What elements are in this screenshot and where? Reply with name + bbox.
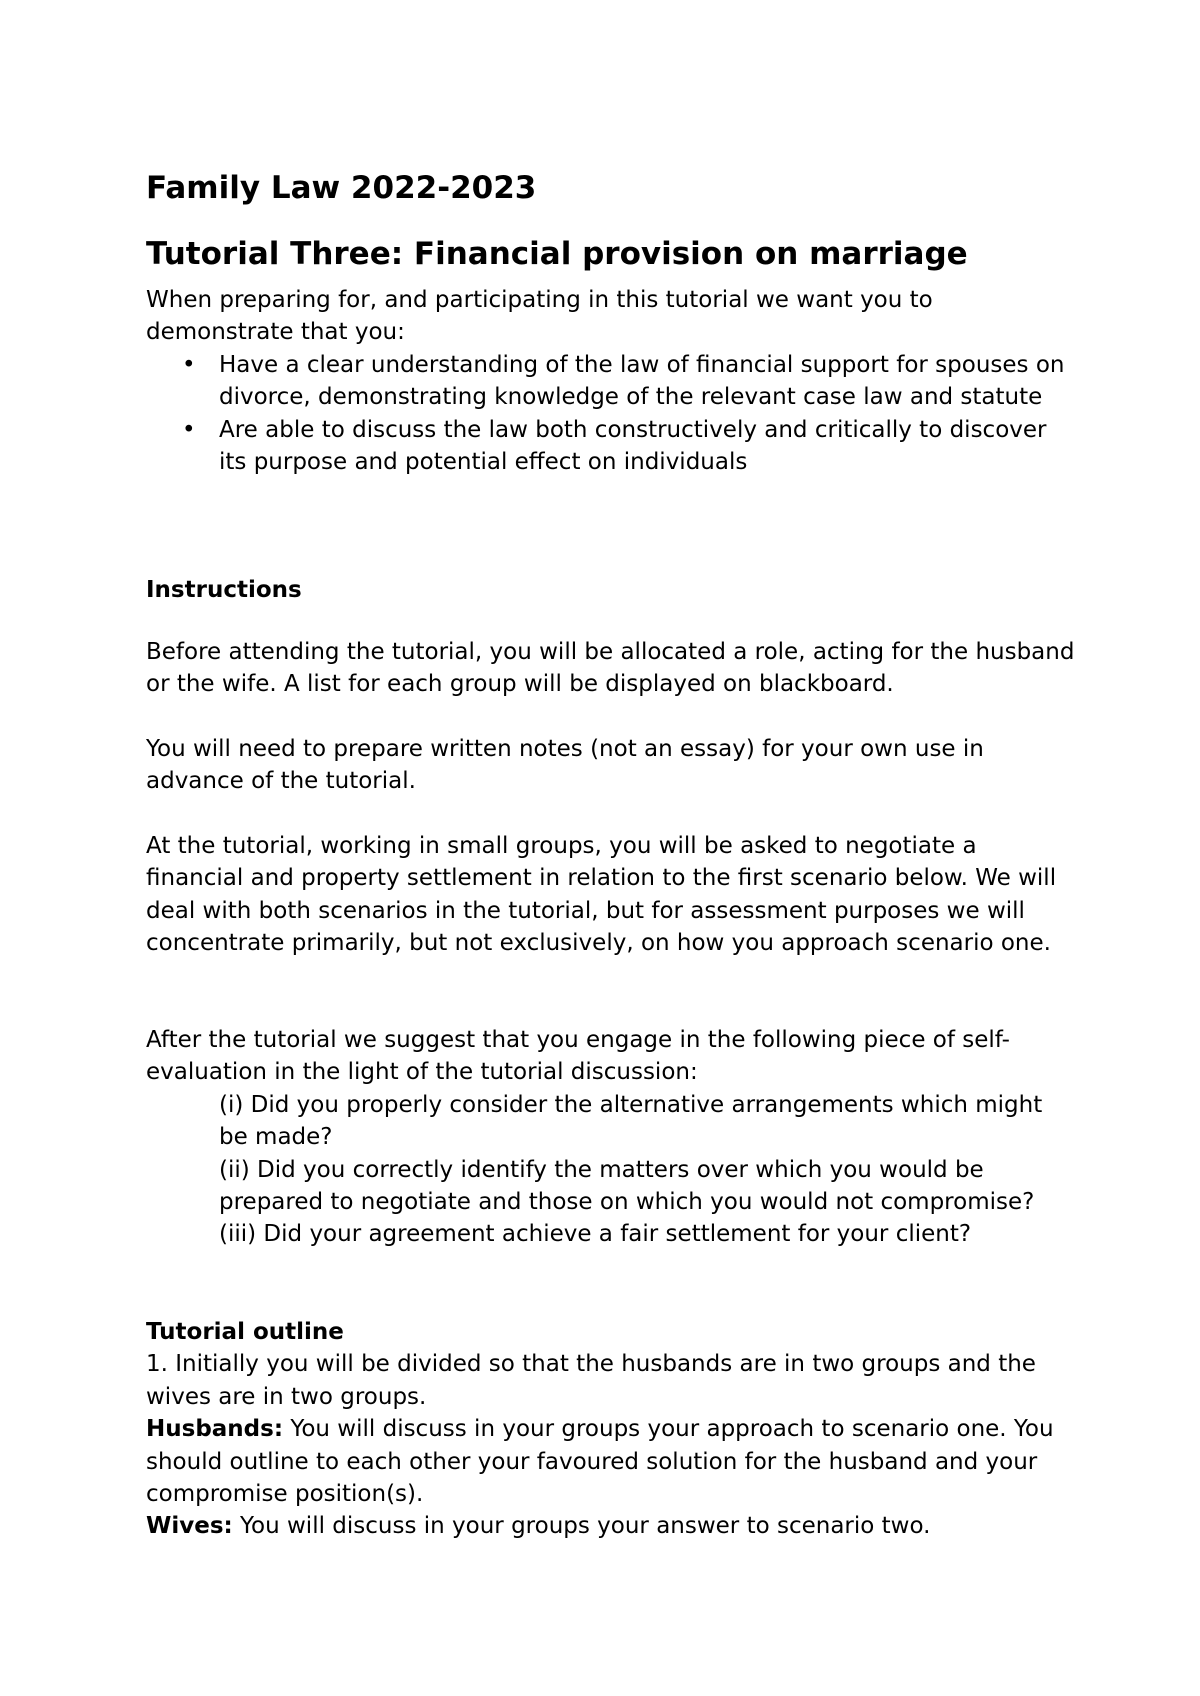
objective-item — [146, 349, 1076, 414]
evaluation-question: (ii) Did you correctly identify the matters over which you would be prepared to negotiate and those on which you would not compromise? — [219, 1156, 1035, 1216]
wives-text: You will discuss in your groups your answer to scenario two. — [232, 1513, 931, 1540]
self-evaluation-section — [146, 1024, 1076, 1251]
wives-label: Wives: — [146, 1513, 233, 1540]
instructions-paragraph-1: Before attending the tutorial, you will be allocated a role, acting for the husband or the wife. A list for each group will be displayed on blackboard. — [146, 639, 1075, 698]
evaluation-question: (i) Did you properly consider the alternative arrangements which might be made? — [219, 1091, 1043, 1151]
outline-step-1: 1. Initially you will be divided so that the husbands are in two groups and the wives are in two groups. — [146, 1351, 1036, 1410]
document-title: Family Law 2022-2023 — [146, 170, 537, 206]
instructions-paragraph-3: At the tutorial, working in small groups, you will be asked to negotiate a financial and property settlement in relation to the first scenario below. We will deal with both scenarios in the tutorial, but for assessment purposes we will concentrate primarily, but not exclusively, on how you approach scenario one. — [146, 833, 1057, 957]
instructions-heading: Instructions — [146, 577, 302, 603]
outline-heading: Tutorial outline — [146, 1319, 344, 1345]
objectives-list — [146, 349, 1076, 479]
wives-paragraph — [146, 1510, 1076, 1542]
bullet-icon: • — [182, 416, 196, 443]
objective-text: Have a clear understanding of the law of financial support for spouses on divorce, demonstrating knowledge of the relevant case law and statute — [219, 351, 1065, 411]
objective-item — [146, 414, 1076, 479]
evaluation-question: (iii) Did your agreement achieve a fair settlement for your client? — [219, 1221, 972, 1248]
document-subtitle: Tutorial Three: Financial provision on marriage — [146, 236, 968, 272]
objective-text: Are able to discuss the law both constructively and critically to discover its purpose and potential effect on individuals — [219, 416, 1047, 476]
objectives-section — [146, 284, 1076, 478]
tutorial-outline-section — [146, 1316, 1076, 1543]
husbands-label: Husbands: — [146, 1416, 284, 1443]
husbands-text: You will discuss in your groups your approach to scenario one. You should outline to each other your favoured solution for the husband and your compromise position(s). — [146, 1416, 1054, 1508]
husbands-paragraph — [146, 1413, 1076, 1510]
instructions-paragraph-2: You will need to prepare written notes (not an essay) for your own use in advance of the tutorial. — [146, 736, 984, 795]
bullet-icon: • — [182, 351, 196, 378]
intro-paragraph: When preparing for, and participating in this tutorial we want you to demonstrate that you: — [146, 287, 933, 346]
instructions-paragraph-4: After the tutorial we suggest that you engage in the following piece of self-evaluation in the light of the tutorial discussion: — [146, 1027, 1010, 1086]
